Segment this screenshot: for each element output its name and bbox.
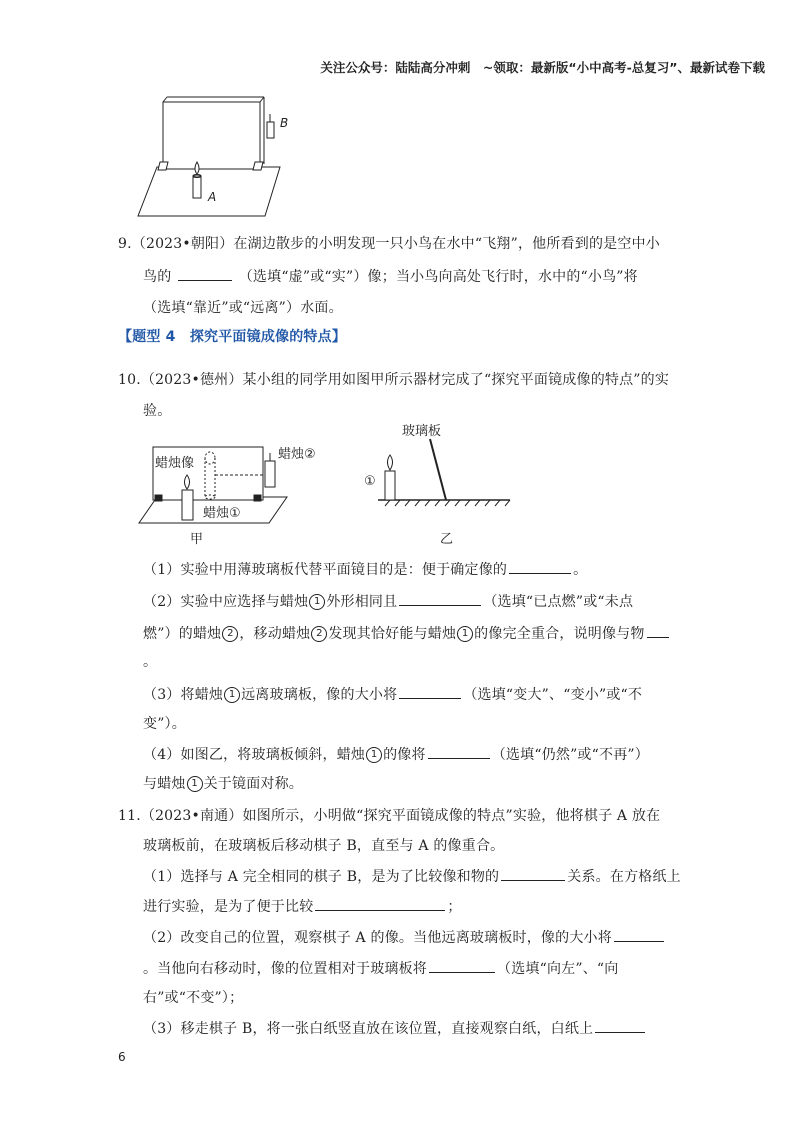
circled-1: 1 [309, 594, 325, 610]
caption-jia: 甲 [190, 532, 204, 547]
q11-part2-line1 [143, 927, 666, 948]
q11-part1-line2 [143, 896, 462, 917]
q10-part2-line1 [143, 591, 633, 612]
circled-1: 1 [457, 626, 473, 642]
q10-p4-text-a: （4）如图乙，将玻璃板倾斜，蜡烛 [143, 747, 366, 763]
q11-p1-text-a: （1）选择与 A 完全相同的棋子 B，是为了比较像和物的 [143, 869, 500, 885]
q10-p2-text-g: 的像完全重合，说明像与物 [474, 626, 645, 642]
q11-p2-text-b: 。当他向右移动时，像的位置相对于玻璃板将 [143, 961, 427, 977]
q10-p3-text-b: 远离玻璃板，像的大小将 [241, 687, 398, 703]
q10-p2-text-f: 发现其恰好能与蜡烛 [328, 626, 457, 642]
q11-p2-text-a: （2）改变自己的位置，观察棋子 A 的像。当他远离玻璃板时，像的大小将 [143, 930, 612, 946]
label-candle-1: 蜡烛① [203, 506, 241, 521]
q10-part1 [143, 559, 587, 580]
section-heading: 【题型 4 探究平面镜成像的特点】 [118, 329, 347, 345]
circled-2: 2 [311, 626, 327, 642]
q10-p3-text-a: （3）将蜡烛 [143, 687, 224, 703]
page-number: 6 [118, 1050, 126, 1064]
q11-p1-text-b: 关系。在方格纸上 [567, 869, 681, 885]
q10-part2-line3: 。 [143, 654, 158, 670]
q11-line2: 玻璃板前，在玻璃板后移动棋子 B，直至与 A 的像重合。 [143, 838, 505, 854]
q10-part4-line1 [143, 744, 649, 765]
q11-p1-text-c: 进行实验，是为了便于比较 [143, 899, 314, 915]
q10-p2-text-c: （选填“已点燃”或“未点 [483, 594, 634, 610]
page-header: 关注公众号：陆陆高分冲刺 ~领取：最新版“小中高考-总复习”、最新试卷下载 [320, 60, 765, 75]
label-b: B [280, 116, 289, 130]
q9-line2-text-a: 鸟的 [143, 269, 172, 285]
q10-part3-line2: 变”）。 [143, 716, 186, 732]
q10-p2-text-b: 外形相同且 [326, 594, 398, 610]
q10-part4-line2 [143, 774, 303, 794]
label-glass: 玻璃板 [402, 424, 442, 439]
circled-1: 1 [224, 687, 240, 703]
label-candle-2: 蜡烛② [278, 447, 316, 462]
q10-p2-text-e: ，移动蜡烛 [239, 626, 311, 642]
q11-line1: 11.（2023•南通）如图所示，小明做“探究平面镜成像的特点”实验，他将棋子 A 放在 [118, 808, 661, 824]
q10-p4-text-b: 的像将 [383, 747, 426, 763]
q10-p2-blank-1[interactable] [399, 591, 481, 606]
figure-yi [360, 435, 520, 515]
circled-1: 1 [187, 776, 203, 792]
q11-part2-line2 [143, 958, 618, 979]
q11-p3-blank[interactable] [595, 1018, 645, 1033]
q11-p1-text-d: ； [447, 899, 462, 915]
circled-1: 1 [366, 747, 382, 763]
q10-p4-blank[interactable] [428, 744, 490, 759]
q10-p1-end: 。 [573, 562, 588, 578]
caption-yi: 乙 [440, 532, 454, 547]
q10-line1: 10.（2023•德州）某小组的同学用如图甲所示器材完成了“探究平面镜成像的特点”的实 [118, 372, 670, 388]
q9-blank-1[interactable] [178, 266, 232, 281]
q11-p1-blank-2[interactable] [315, 896, 445, 911]
label-yi-candle: ① [364, 474, 376, 489]
q11-p2-blank-1[interactable] [614, 927, 664, 942]
q11-p3-text: （3）移走棋子 B，将一张白纸竖直放在该位置，直接观察白纸，白纸上 [143, 1021, 594, 1037]
q10-p3-blank[interactable] [399, 684, 461, 699]
q11-p2-blank-2[interactable] [429, 958, 495, 973]
q9-line2-text-b: （选填“虚”或“实”）像；当小鸟向高处飞行时，水中的“小鸟”将 [238, 269, 638, 285]
q9-line3: （选填“靠近”或“远离”）水面。 [143, 300, 343, 316]
q11-p1-blank-1[interactable] [501, 866, 565, 881]
q10-p1-blank[interactable] [509, 559, 571, 574]
q10-p2-blank-2[interactable] [647, 623, 669, 638]
q10-part2-line2 [143, 623, 671, 644]
q10-part3-line1 [143, 684, 642, 705]
q10-p1-text: （1）实验中用薄玻璃板代替平面镜目的是：便于确定像的 [143, 562, 508, 578]
q10-p4-text-c: （选填“仍然”或“不再”） [491, 747, 649, 763]
q10-p3-text-c: （选填“变大”、“变小”或“不 [463, 687, 643, 703]
label-candle-image: 蜡烛像 [155, 456, 195, 471]
circled-2: 2 [222, 626, 238, 642]
q10-p4-text-e: 关于镜面对称。 [203, 776, 304, 792]
q10-p2-text-d: 燃”）的蜡烛 [143, 626, 222, 642]
q10-line2: 验。 [143, 403, 172, 419]
q11-part2-line3: 右”或“不变”）； [143, 990, 244, 1006]
q10-p4-text-d: 与蜡烛 [143, 776, 186, 792]
q9-line1: 9.（2023•朝阳）在湖边散步的小明发现一只小鸟在水中“飞翔”，他所看到的是空中小 [118, 236, 660, 252]
q9-line2 [143, 266, 647, 287]
q11-part3-line1 [143, 1018, 647, 1039]
label-a: A [208, 190, 217, 204]
q10-p2-text-a: （2）实验中应选择与蜡烛 [143, 594, 309, 610]
q11-part1-line1 [143, 866, 681, 887]
q11-p2-text-c: （选填“向左”、“向 [497, 961, 619, 977]
